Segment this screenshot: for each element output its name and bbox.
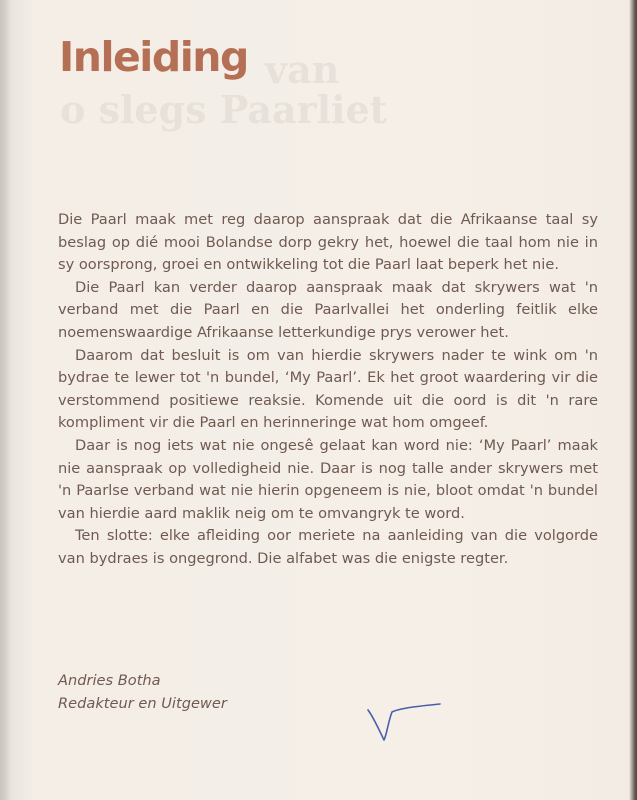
- paragraph: Ten slotte: elke afleiding oor meriete na aanleiding van die volgorde van bydraes is ongegrond. Die alfabet was die enigste regter.: [58, 527, 598, 567]
- show-through-line: van: [265, 47, 340, 92]
- author-name: Andries Botha: [58, 672, 161, 689]
- paragraph: Die Paarl kan verder daarop aanspraak maak dat skrywers wat 'n verband met die Paarl en die Paarlvallei het onderling feitlik elke noemenswaardige Afrikaanse letterkundige prys verower het.: [58, 278, 598, 341]
- page-edge: [629, 0, 637, 800]
- page-title: Inleiding: [59, 33, 248, 81]
- show-through-line: o slegs Paarliet: [60, 87, 388, 132]
- paragraph: Daar is nog iets wat nie ongesê gelaat kan word nie: ‘My Paarl’ maak nie aanspraak op volledigheid nie. Daar is nog talle ander skrywers met 'n Paarlse verband wat nie hierin opgeneem is nie, bloot omdat 'n bundel van hierdie aard maklik neig om te omvangryk te word.: [58, 436, 598, 522]
- paragraph: Die Paarl maak met reg daarop aanspraak dat die Afrikaanse taal sy beslag op dié mooi Bolandse dorp gekry het, hoewel die taal hom nie in sy oorsprong, groei en ontwikkeling tot die Paarl laat beperk het nie.: [58, 211, 598, 274]
- introduction-body: [58, 209, 598, 571]
- signature-icon: [360, 698, 460, 748]
- signoff: [58, 670, 227, 715]
- author-role: Redakteur en Uitgewer: [58, 694, 227, 712]
- paragraph: Daarom dat besluit is om van hierdie skrywers nader te wink om 'n bydrae te lewer tot 'n bundel, ‘My Paarl’. Ek het groot waardering vir die verstommend positiewe reaksie. Komende uit die oord is dit 'n rare kompliment vir die Paarl en herinneringe wat hom omgeef.: [58, 346, 598, 432]
- page-gutter-shadow: [0, 0, 10, 800]
